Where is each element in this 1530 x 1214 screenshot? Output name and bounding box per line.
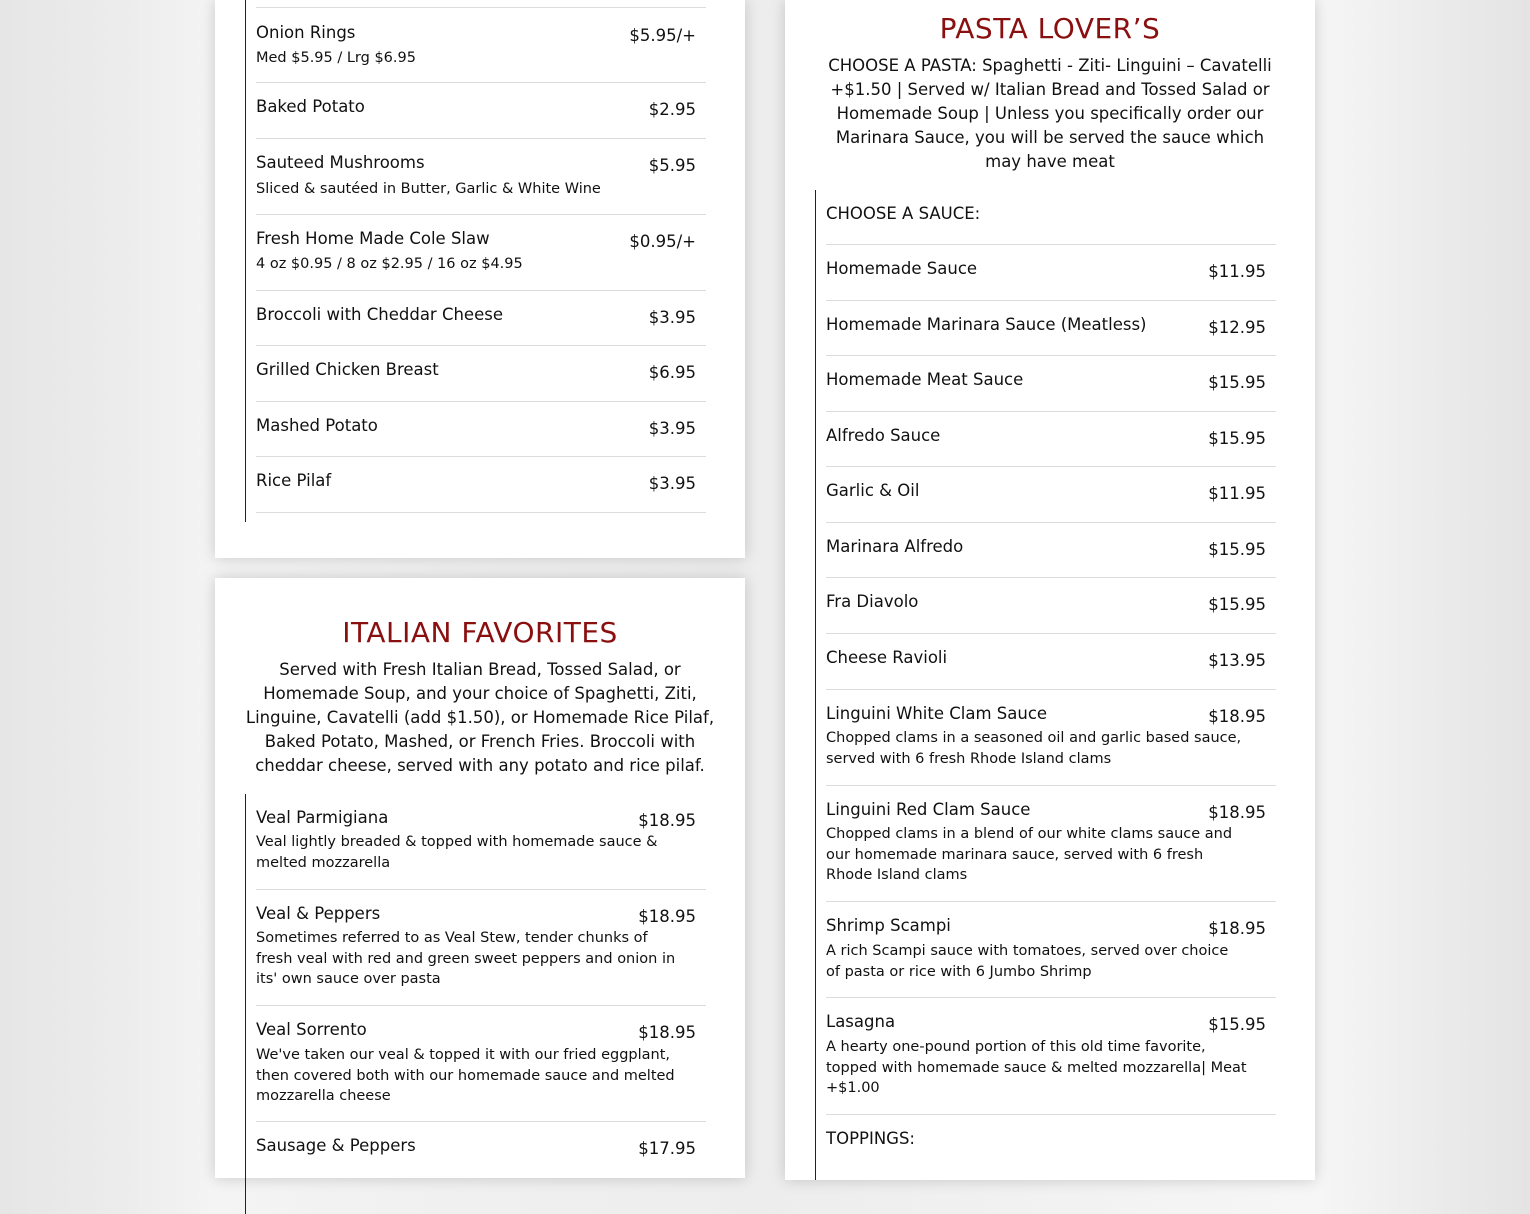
item-price: $6.95 xyxy=(648,363,696,382)
item-price: $11.95 xyxy=(1208,262,1266,281)
menu-item-meat-sauce[interactable] xyxy=(826,356,1276,412)
item-name: Marinara Alfredo xyxy=(826,537,964,556)
item-price: $18.95 xyxy=(1208,707,1266,726)
item-name: Linguini White Clam Sauce xyxy=(826,704,1048,723)
menu-item-lasagna[interactable] xyxy=(826,998,1276,1115)
menu-item-red-clam[interactable] xyxy=(826,786,1276,902)
menu-item-mashed-potato[interactable] xyxy=(256,402,706,457)
item-price: $15.95 xyxy=(1208,540,1266,559)
item-price: $15.95 xyxy=(1208,1015,1266,1034)
menu-item-garlic-oil[interactable] xyxy=(826,467,1276,523)
italian-item-list xyxy=(245,794,706,1214)
item-price: $2.95 xyxy=(648,100,696,119)
menu-item-veal-parmigiana[interactable] xyxy=(256,794,706,890)
item-price: $11.95 xyxy=(1208,484,1266,503)
item-name: Shrimp Scampi xyxy=(826,916,951,935)
sides-card xyxy=(215,0,745,558)
item-name: Fra Diavolo xyxy=(826,592,919,611)
section-title: PASTA LOVER’S xyxy=(939,12,1161,45)
item-name: Homemade Meat Sauce xyxy=(826,370,1024,389)
item-name: Grilled Chicken Breast xyxy=(256,360,439,379)
item-name: Lasagna xyxy=(826,1012,896,1031)
item-price: $18.95 xyxy=(638,907,696,926)
pasta-item-list xyxy=(815,190,1276,1180)
item-name: Sausage & Peppers xyxy=(256,1136,416,1155)
menu-item-broccoli-cheddar[interactable] xyxy=(256,291,706,346)
sauce-header xyxy=(826,190,1276,245)
item-price: $18.95 xyxy=(1208,919,1266,938)
menu-item-cole-slaw[interactable] xyxy=(256,215,706,291)
item-name: Baked Potato xyxy=(256,97,365,116)
sides-item-list xyxy=(245,0,706,522)
item-name: Veal Sorrento xyxy=(256,1020,367,1039)
pasta-lovers-card xyxy=(785,0,1315,1180)
menu-item-marinara-alfredo[interactable] xyxy=(826,523,1276,578)
item-name: Broccoli with Cheddar Cheese xyxy=(256,305,503,324)
menu-item-cheese-ravioli[interactable] xyxy=(826,634,1276,690)
menu-item-shrimp-scampi[interactable] xyxy=(826,902,1276,998)
item-name: Veal & Peppers xyxy=(256,904,381,923)
item-description: We've taken our veal & topped it with our fried eggplant, then covered both with our homemade sauce and melted mozzarella cheese xyxy=(256,1047,675,1104)
item-name: Alfredo Sauce xyxy=(826,426,941,445)
menu-item-homemade-sauce[interactable] xyxy=(826,245,1276,301)
item-price: $18.95 xyxy=(1208,803,1266,822)
item-price: $15.95 xyxy=(1208,595,1266,614)
menu-item-baked-potato[interactable] xyxy=(256,83,706,139)
item-price: $5.95/+ xyxy=(629,26,696,45)
item-price: $15.95 xyxy=(1208,373,1266,392)
item-price: $0.95/+ xyxy=(629,232,696,251)
menu-item-sauteed-mushrooms[interactable] xyxy=(256,139,706,215)
item-name: Linguini Red Clam Sauce xyxy=(826,800,1031,819)
choose-sauce-label: CHOOSE A SAUCE: xyxy=(826,204,981,223)
menu-item-rice-pilaf[interactable] xyxy=(256,457,706,513)
item-name: Rice Pilaf xyxy=(256,471,332,490)
item-description: Chopped clams in a seasoned oil and garlic based sauce, served with 6 fresh Rhode Island clams xyxy=(826,730,1242,767)
item-description: Sliced & sautéed in Butter, Garlic & White Wine xyxy=(256,181,601,197)
menu-item-white-clam[interactable] xyxy=(826,690,1276,786)
item-name: Garlic & Oil xyxy=(826,481,920,500)
menu-item-veal-peppers[interactable] xyxy=(256,890,706,1006)
item-description: A rich Scampi sauce with tomatoes, served over choice of pasta or rice with 6 Jumbo Shrimp xyxy=(826,943,1229,980)
item-price: $12.95 xyxy=(1208,318,1266,337)
item-price: $18.95 xyxy=(638,811,696,830)
menu-item-alfredo-sauce[interactable] xyxy=(826,412,1276,467)
item-description: A hearty one-pound portion of this old time favorite, topped with homemade sauce & melted mozzarella| Meat +$1.00 xyxy=(826,1039,1247,1096)
item-name: Homemade Sauce xyxy=(826,259,978,278)
item-price: $3.95 xyxy=(648,419,696,438)
item-name: Mashed Potato xyxy=(256,416,378,435)
item-price: $5.95 xyxy=(648,156,696,175)
toppings-header xyxy=(826,1115,1276,1175)
menu-item-grilled-chicken[interactable] xyxy=(256,346,706,402)
item-name: Veal Parmigiana xyxy=(256,808,389,827)
item-name: Sauteed Mushrooms xyxy=(256,153,425,172)
italian-favorites-card xyxy=(215,578,745,1178)
item-name: Homemade Marinara Sauce (Meatless) xyxy=(826,315,1147,334)
menu-item-sausage-peppers[interactable] xyxy=(256,1122,706,1182)
item-name: Fresh Home Made Cole Slaw xyxy=(256,229,490,248)
item-description: Sometimes referred to as Veal Stew, tender chunks of fresh veal with red and green sweet peppers and onion in its' own sauce over pasta xyxy=(256,930,676,987)
menu-item-onion-rings[interactable] xyxy=(256,8,706,83)
menu-item-marinara-sauce[interactable] xyxy=(826,301,1276,356)
item-description: 4 oz $0.95 / 8 oz $2.95 / 16 oz $4.95 xyxy=(256,256,523,272)
section-description: CHOOSE A PASTA: Spaghetti - Ziti- Linguini – Cavatelli +$1.50 | Served w/ Italian Bread and Tossed Salad or Homemade Soup | Unless you specifically order our Marinara Sauce, you will be served the sauce which may have meat xyxy=(828,56,1272,171)
item-price: $17.95 xyxy=(638,1139,696,1158)
item-description: Chopped clams in a blend of our white clams sauce and our homemade marinara sauce, served with 6 fresh Rhode Island clams xyxy=(826,826,1233,883)
item-name: Onion Rings xyxy=(256,23,356,42)
item-description: Veal lightly breaded & topped with homemade sauce & melted mozzarella xyxy=(256,834,658,871)
menu-item-fra-diavolo[interactable] xyxy=(826,578,1276,634)
item-price: $18.95 xyxy=(638,1023,696,1042)
item-price: $15.95 xyxy=(1208,429,1266,448)
section-description: Served with Fresh Italian Bread, Tossed Salad, or Homemade Soup, and your choice of Spaghetti, Ziti, Linguine, Cavatelli (add $1.50), or Homemade Rice Pilaf, Baked Potato, Mashed, or French Fries. Broccoli with cheddar cheese, served with any potato and rice pilaf. xyxy=(245,660,715,775)
section-title: ITALIAN FAVORITES xyxy=(342,616,618,649)
item-price: $13.95 xyxy=(1208,651,1266,670)
item-price: $3.95 xyxy=(648,308,696,327)
menu-item-veal-sorrento[interactable] xyxy=(256,1006,706,1122)
item-description: Med $5.95 / Lrg $6.95 xyxy=(256,50,416,66)
toppings-label: TOPPINGS: xyxy=(826,1129,915,1148)
item-price: $3.95 xyxy=(648,474,696,493)
item-name: Cheese Ravioli xyxy=(826,648,948,667)
